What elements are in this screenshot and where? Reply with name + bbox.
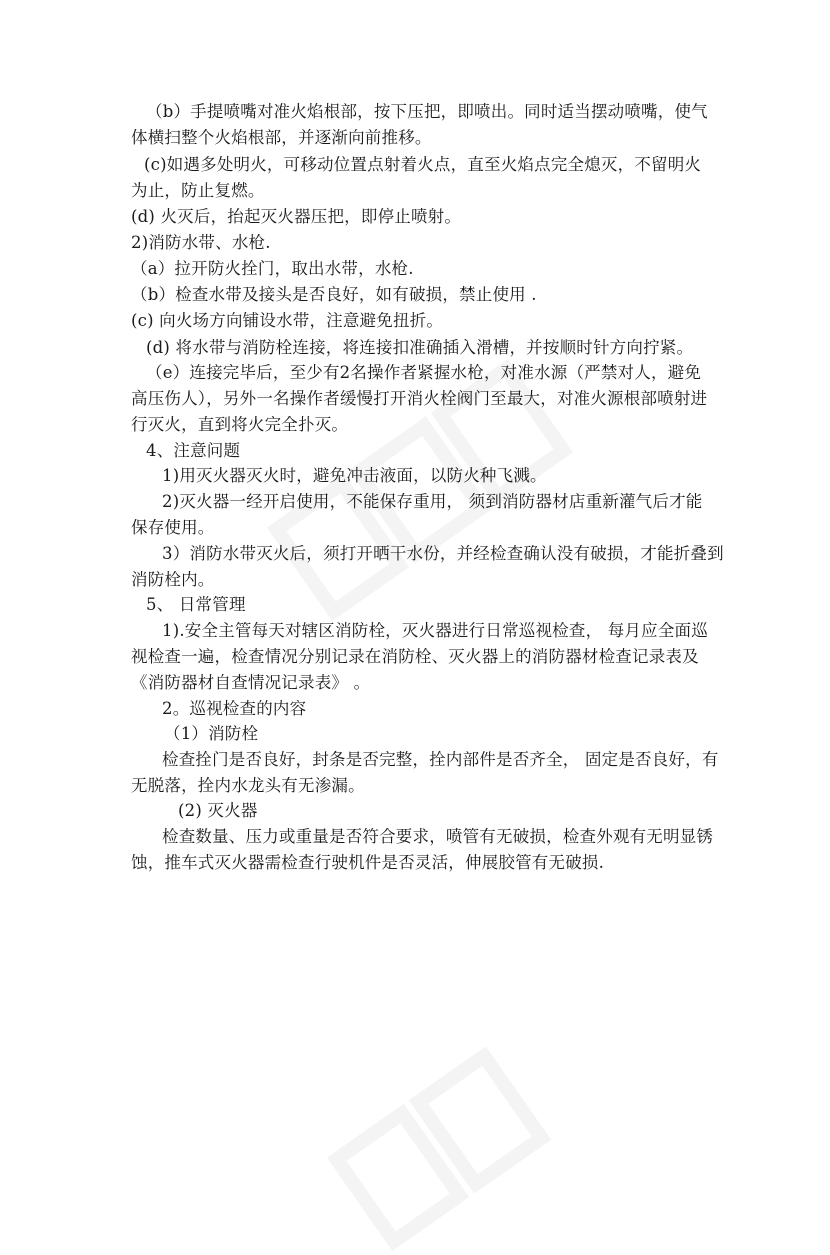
paragraph-line: （b）手提喷嘴对准火焰根部，按下压把，即喷出。同时适当摆动喷嘴，使气 xyxy=(146,102,708,121)
section-heading: 4、注意问题 xyxy=(146,441,241,460)
paragraph-line: 保存使用。 xyxy=(131,518,215,537)
paragraph-line: (c)如遇多处明火，可移动位置点射着火点，直至火焰点完全熄灭，不留明火 xyxy=(144,155,702,174)
paragraph-line: 无脱落，拴内水龙头有无渗漏。 xyxy=(131,776,365,795)
section-heading: 2)消防水带、水枪. xyxy=(131,233,271,252)
paragraph-line: 行灭火，直到将火完全扑灭。 xyxy=(131,415,349,434)
section-heading: 2。巡视检查的内容 xyxy=(162,699,307,718)
paragraph-line: 2)灭火器一经开启使用，不能保存重用， 须到消防器材店重新灌气后才能 xyxy=(162,492,703,511)
paragraph-line: 蚀，推车式灭火器需检查行驶机件是否灵活，伸展胶管有无破损. xyxy=(131,853,605,872)
subsection-heading: （1）消防栓 xyxy=(164,724,259,743)
paragraph-line: 为止，防止复燃。 xyxy=(131,181,265,200)
paragraph-line: 视检查一遍，检查情况分别记录在消防栓、灭火器上的消防器材检查记录表及 xyxy=(131,647,699,666)
paragraph-line: (d) 火灭后，抬起灭火器压把，即停止喷射。 xyxy=(131,207,462,226)
paragraph-line: 消防栓内。 xyxy=(131,570,215,589)
paragraph-line: 《消防器材自查情况记录表》 。 xyxy=(131,673,371,692)
paragraph-line: (d) 将水带与消防栓连接，将连接扣准确插入滑槽，并按顺时针方向拧紧。 xyxy=(146,338,694,357)
paragraph-line: 1)用灭火器灭火时，避免冲击液面，以防火种飞溅。 xyxy=(162,466,547,485)
subsection-heading: (2) 灭火器 xyxy=(178,801,258,820)
paragraph-line: 高压伤人），另外一名操作者缓慢打开消火栓阀门至最大，对准火源根部喷射进 xyxy=(131,389,708,408)
paragraph-line: 体横扫整个火焰根部，并逐渐向前推移。 xyxy=(131,128,432,147)
paragraph-line: 1).安全主管每天对辖区消防栓，灭火器进行日常巡视检查， 每月应全面巡 xyxy=(162,621,708,640)
paragraph-line: （a）拉开防火拴门，取出水带，水枪. xyxy=(131,259,414,278)
section-heading: 5、 日常管理 xyxy=(146,595,246,614)
paragraph-line: 检查拴门是否良好，封条是否完整，拴内部件是否齐全， 固定是否良好，有 xyxy=(162,750,719,769)
paragraph-line: （e）连接完毕后，至少有2名操作者紧握水枪，对准水源（严禁对人，避免 xyxy=(146,363,702,382)
paragraph-line: 检查数量、压力或重量是否符合要求，喷管有无破损，检查外观有无明显锈 xyxy=(162,827,714,846)
paragraph-line: （b）检查水带及接头是否良好，如有破损，禁止使用 . xyxy=(131,285,537,304)
watermark-mark-bottom xyxy=(323,985,638,1255)
paragraph-line: (c) 向火场方向铺设水带，注意避免扭折。 xyxy=(131,311,444,330)
paragraph-line: 3）消防水带灭火后，须打开晒干水份，并经检查确认没有破损，才能折叠到 xyxy=(162,544,724,563)
